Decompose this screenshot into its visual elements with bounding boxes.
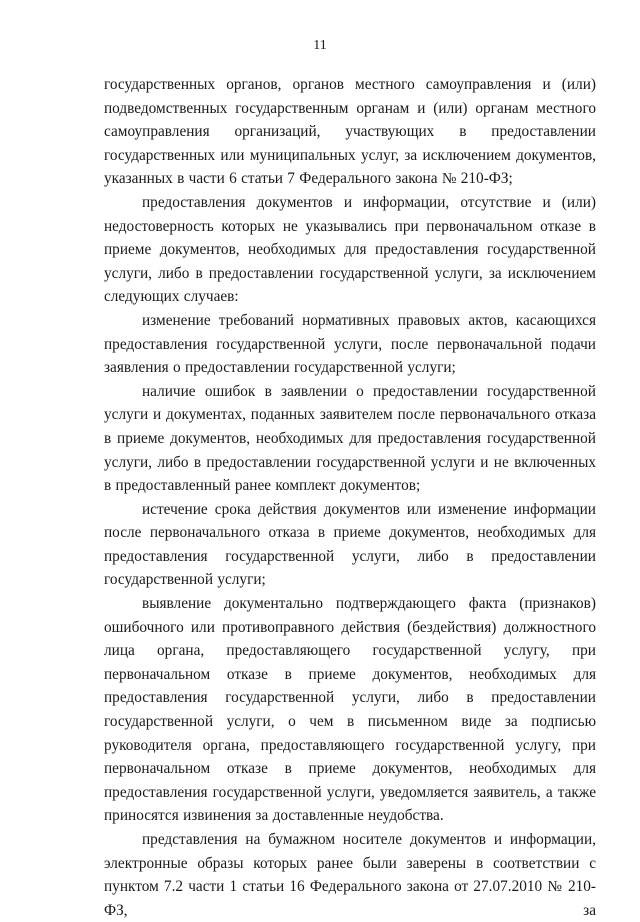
paragraph-7: представления на бумажном носителе документов и информации, электронные образы которых ранее были заверены в соответствии с пунктом 7.2 части 1 статьи 16 Федерального закона от 27.07.2010 № 210-ФЗ, за [104,831,596,919]
document-body [104,73,596,922]
paragraph-3: изменение требований нормативных правовых актов, касающихся предоставления государственной услуги, после первоначальной подачи заявления о предоставлении государственной услуги; [104,311,596,377]
paragraph-6: выявление документально подтверждающего факта (признаков) ошибочного или противоправного действия (бездействия) должностного лица органа, предоставляющего государственной услугу, при первоначальном отказе в приеме документов, необходимых для предоставления государственной услуги, либо в предоставлении государственной услуги, о чем в письменном виде за подписью руководителя органа, предоставляющего государственной услугу, при первоначальном отказе в приеме документов, необходимых для предоставления государственной услуги, уведомляется заявитель, а также приносятся извинения за доставленные неудобства. [104,595,596,825]
page-number: 11 [313,38,327,53]
paragraph-1: государственных органов, органов местного самоуправления и (или) подведомственных государственным органам и (или) органам местного самоуправления организаций, участвующих в предоставлении государственных или муниципальных услуг, за исключением документов, указанных в части 6 статьи 7 Федерального закона № 210-ФЗ; [104,76,596,188]
paragraph-2: предоставления документов и информации, отсутствие и (или) недостоверность которых не указывались при первоначальном отказе в приеме документов, необходимых для предоставления государственной услуги, либо в предоставлении государственной услуги, за исключением следующих случаев: [104,193,596,306]
paragraph-5: истечение срока действия документов или изменение информации после первоначального отказа в приеме документов, необходимых для предоставления государственной услуги, либо в предоставлении государственной услуги; [104,500,596,589]
paragraph-4: наличие ошибок в заявлении о предоставлении государственной услуги и документах, поданных заявителем после первоначального отказа в приеме документов, необходимых для предоставления государственной услуги, либо в предоставлении государственной услуги и не включенных в предоставленный ранее комплект документов; [104,382,596,495]
